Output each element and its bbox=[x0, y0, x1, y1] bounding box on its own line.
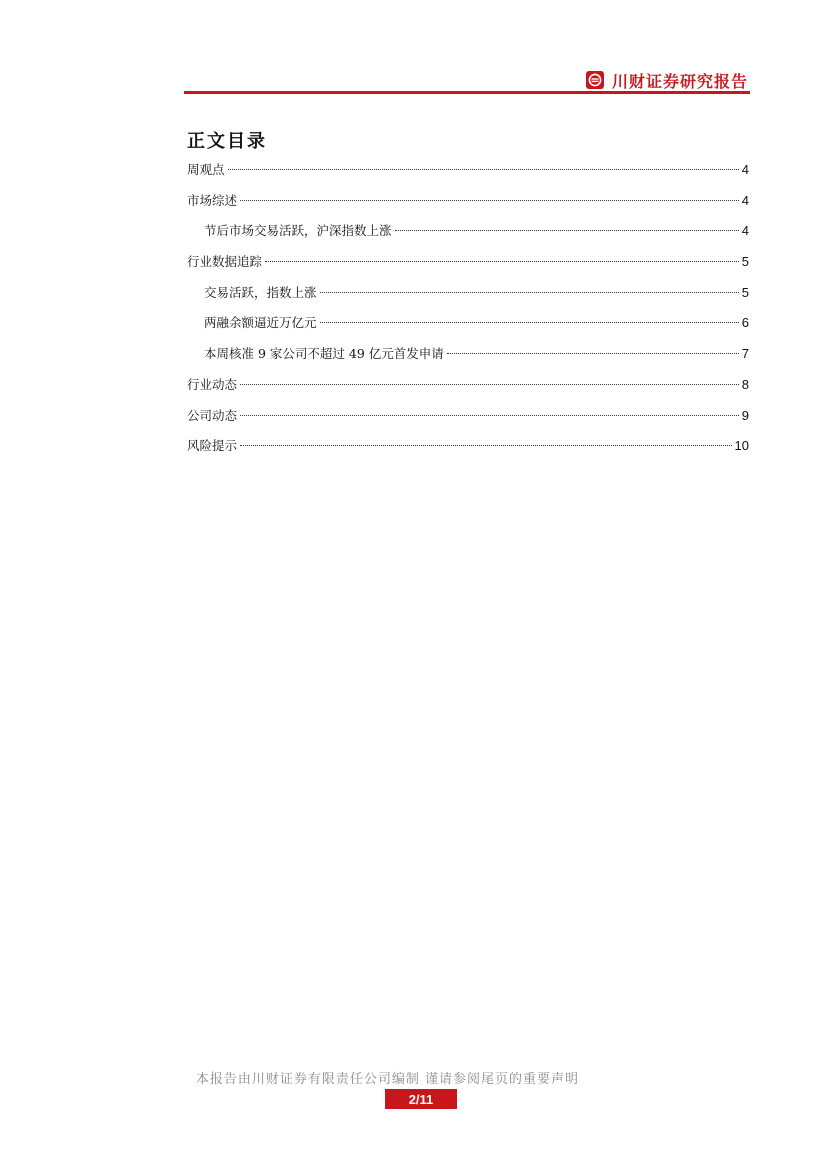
table-of-contents bbox=[187, 160, 749, 467]
toc-entry[interactable] bbox=[187, 252, 749, 283]
toc-entry-page: 8 bbox=[741, 376, 749, 392]
page-number: 2/11 bbox=[385, 1089, 457, 1109]
dot-leader bbox=[320, 322, 739, 323]
toc-entry-label: 交易活跃，指数上涨 bbox=[204, 284, 317, 300]
toc-entry[interactable] bbox=[187, 436, 749, 467]
toc-entry-page: 9 bbox=[741, 407, 749, 423]
toc-entry-page: 6 bbox=[741, 315, 749, 331]
toc-entry[interactable] bbox=[187, 313, 749, 344]
toc-entry[interactable] bbox=[187, 221, 749, 252]
dot-leader bbox=[240, 384, 739, 385]
toc-entry-page: 5 bbox=[741, 284, 749, 300]
toc-entry-label: 市场综述 bbox=[187, 192, 238, 208]
toc-entry-label: 两融余额逼近万亿元 bbox=[204, 315, 317, 331]
toc-entry-label: 行业动态 bbox=[187, 376, 238, 392]
dot-leader bbox=[395, 230, 739, 231]
dot-leader bbox=[228, 169, 739, 170]
header-brand bbox=[586, 68, 748, 92]
toc-entry-label: 公司动态 bbox=[187, 407, 238, 423]
toc-entry[interactable] bbox=[187, 344, 749, 375]
dot-leader bbox=[447, 353, 739, 354]
toc-entry-page: 5 bbox=[741, 254, 749, 270]
dot-leader bbox=[240, 445, 732, 446]
dot-leader bbox=[240, 200, 739, 201]
toc-title: 正文目录 bbox=[187, 131, 267, 152]
toc-entry[interactable] bbox=[187, 375, 749, 406]
footer-disclaimer: 本报告由川财证券有限责任公司编制 谨请参阅尾页的重要声明 bbox=[195, 1072, 580, 1087]
toc-entry[interactable] bbox=[187, 283, 749, 314]
toc-entry-page: 4 bbox=[741, 162, 749, 177]
toc-entry-label: 周观点 bbox=[187, 162, 225, 177]
toc-entry-label: 本周核准 9 家公司不超过 49 亿元首发申请 bbox=[204, 346, 444, 362]
toc-entry-page: 4 bbox=[741, 192, 749, 208]
chuancai-logo-icon bbox=[586, 71, 604, 89]
toc-entry-page: 10 bbox=[734, 438, 749, 454]
dot-leader bbox=[320, 292, 739, 293]
toc-entry-label: 行业数据追踪 bbox=[187, 254, 263, 270]
dot-leader bbox=[265, 261, 739, 262]
toc-entry-page: 4 bbox=[741, 223, 749, 239]
toc-entry[interactable] bbox=[187, 406, 749, 437]
toc-entry-label: 节后市场交易活跃，沪深指数上涨 bbox=[204, 223, 392, 239]
toc-entry-label: 风险提示 bbox=[187, 438, 238, 454]
dot-leader bbox=[240, 415, 739, 416]
toc-entry[interactable] bbox=[187, 191, 749, 222]
toc-entry-page: 7 bbox=[741, 346, 749, 362]
brand-title: 川财证券研究报告 bbox=[612, 71, 749, 91]
toc-entry[interactable] bbox=[187, 160, 749, 191]
header-divider bbox=[184, 91, 750, 94]
